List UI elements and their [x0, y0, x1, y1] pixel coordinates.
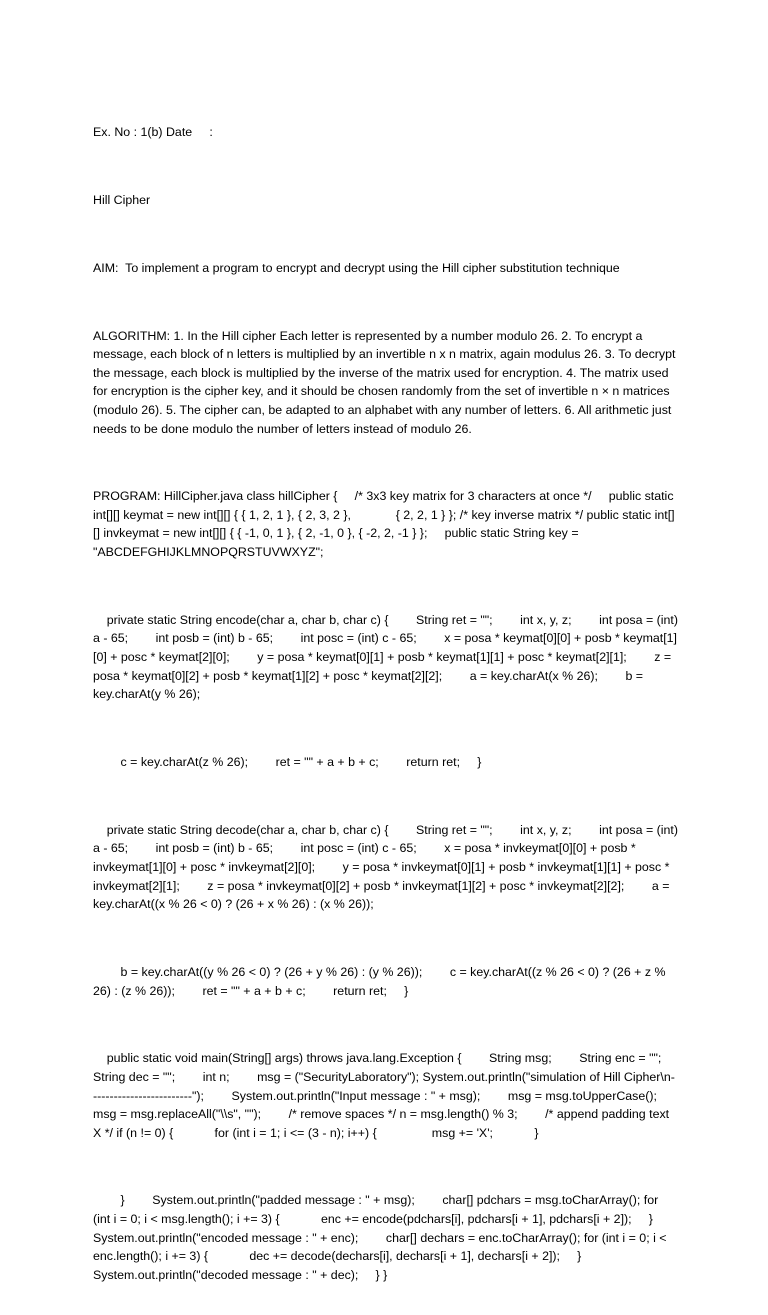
- exercise-header: Ex. No : 1(b) Date :: [93, 125, 213, 140]
- document-page: [93, 86, 689, 1315]
- aim-paragraph: AIM: To implement a program to encrypt and decrypt using the Hill cipher substitution technique: [93, 260, 620, 275]
- algorithm-paragraph: ALGORITHM: 1. In the Hill cipher Each letter is represented by a number modulo 26. 2. To encrypt a message, each block of n letters is multiplied by an invertible n x n matrix, again modulus 26. 3. To decrypt the message, each block is multiplied by the inverse of the matrix used for encryption. 4. The matrix used for encryption is the cipher key, and it should be chosen randomly from the set of invertible n × n matrices (modulo 26). 5. The cipher can, be adapted to an alphabet with any number of letters. 6. All arithmetic just needs to be done modulo the number of letters instead of modulo 26.: [93, 328, 679, 436]
- decode-method-end-paragraph: b = key.charAt((y % 26 < 0) ? (26 + y % 26) : (y % 26)); c = key.charAt((z % 26 < 0) ? (26 + z % 26) : (z % 26)); ret = "" + a + b + c; return ret; }: [93, 964, 669, 998]
- program-intro-paragraph: PROGRAM: HillCipher.java class hillCipher { /* 3x3 key matrix for 3 characters at once */ public static int[][] keymat = new int[][] { { 1, 2, 1 }, { 2, 3, 2 }, { 2, 2, 1 } }; /* key inverse matrix */ public static int[][] invkeymat = new int[][] { { -1, 0, 1 }, { 2, -1, 0 }, { -2, 2, -1 } }; public static String key = "ABCDEFGHIJKLMNOPQRSTUVWXYZ";: [93, 489, 677, 560]
- main-method-end-paragraph: } System.out.println("padded message : " + msg); char[] pdchars = msg.toCharArray(); for (int i = 0; i < msg.length(); i += 3) { enc += encode(pdchars[i], pdchars[i + 1], pdchars[i + 2]); } System.out.println("encoded message : " + enc); char[] dechars = enc.toCharArray(); for (int i = 0; i < enc.length(); i += 3) { dec += decode(dechars[i], dechars[i + 1], dechars[i + 2]); } System.out.println("decoded message : " + dec); } }: [93, 1193, 681, 1282]
- document-title: Hill Cipher: [93, 192, 151, 207]
- encode-method-paragraph: private static String encode(char a, char b, char c) { String ret = ""; int x, y, z; int posa = (int) a - 65; int posb = (int) b - 65; int posc = (int) c - 65; x = posa * keymat[0][0] + posb * keymat[1][0] + posc * keymat[2][0]; y = posa * keymat[0][1] + posb * keymat[1][1] + posc * keymat[2][1]; z = posa * keymat[0][2] + posb * keymat[1][2] + posc * keymat[2][2]; a = key.charAt(x % 26); b = key.charAt(y % 26);: [93, 612, 682, 702]
- encode-method-end-paragraph: c = key.charAt(z % 26); ret = "" + a + b + c; return ret; }: [93, 755, 482, 769]
- decode-method-paragraph: private static String decode(char a, char b, char c) { String ret = ""; int x, y, z; int posa = (int) a - 65; int posb = (int) b - 65; int posc = (int) c - 65; x = posa * invkeymat[0][0] + posb * invkeymat[1][0] + posc * invkeymat[2][0]; y = posa * invkeymat[0][1] + posb * invkeymat[1][1] + posc * invkeymat[2][1]; z = posa * invkeymat[0][2] + posb * invkeymat[1][2] + posc * invkeymat[2][2]; a = key.charAt((x % 26 < 0) ? (26 + x % 26) : (x % 26));: [93, 822, 682, 912]
- main-method-paragraph: public static void main(String[] args) throws java.lang.Exception { String msg; String enc = ""; String dec = ""; int n; msg = ("SecurityLaboratory"); System.out.println("simulation of Hill Cipher\n-------------------------"); System.out.println("Input message : " + msg); msg = msg.toUpperCase(); msg = msg.replaceAll("\\s", ""); /* remove spaces */ n = msg.length() % 3; /* append padding text X */ if (n != 0) { for (int i = 1; i <= (3 - n); i++) { msg += 'X'; }: [93, 1051, 689, 1140]
